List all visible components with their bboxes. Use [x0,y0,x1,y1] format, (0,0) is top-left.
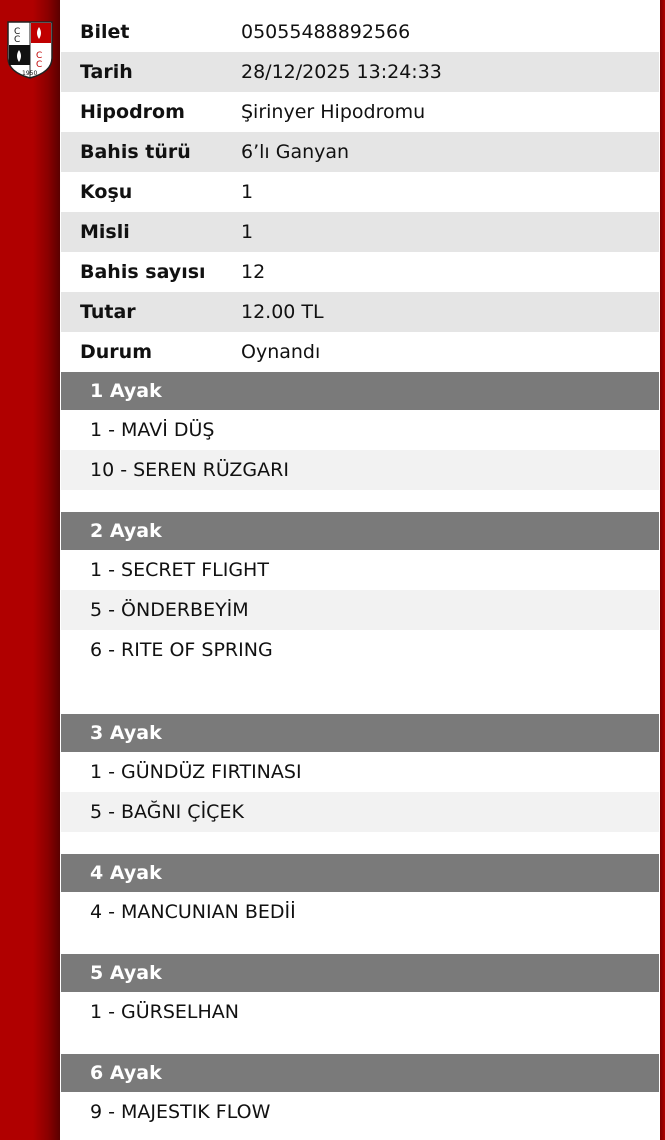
leg-section [61,512,659,714]
leg-header: 6 Ayak [61,1054,659,1092]
ticket-info-table [61,12,659,372]
ticket-row [61,52,659,92]
ticket-row-value: 12 [241,261,266,283]
ticket-row [61,172,659,212]
ticket-row-label: Tutar [80,301,136,323]
left-decorative-bar [0,0,60,1140]
ticket-row [61,292,659,332]
ticket-row-value: 05055488892566 [241,21,411,43]
horse-row: 9 - MAJESTIK FLOW [90,1101,271,1123]
svg-text:C: C [14,27,21,37]
ticket-row-label: Misli [80,221,130,243]
ticket-row [61,92,659,132]
ticket-row-label: Bahis sayısı [80,261,206,283]
ticket-row [61,12,659,52]
right-decorative-bar [660,0,665,1140]
horse-row: 5 - BAĞNI ÇİÇEK [61,792,659,832]
svg-text:1950: 1950 [22,70,38,77]
ticket-row-label: Koşu [80,181,133,203]
leg-section [61,714,659,854]
horse-row: 6 - RITE OF SPRING [90,639,273,661]
leg-header: 2 Ayak [61,512,659,550]
leg-section [61,1054,659,1132]
ticket-row-value: 1 [241,181,254,203]
ticket-row-value: 6’lı Ganyan [241,141,350,163]
ticket-row [61,252,659,292]
ticket-row-value: 1 [241,221,254,243]
ticket-content [61,12,659,1132]
horse-row: 1 - GÜNDÜZ FIRTINASI [90,761,302,783]
horse-row: 10 - SEREN RÜZGARI [61,450,659,490]
ticket-row [61,132,659,172]
ticket-row-label: Hipodrom [80,101,185,123]
horse-row: 5 - ÖNDERBEYİM [61,590,659,630]
ticket-row [61,212,659,252]
ticket-row-label: Bilet [80,21,130,43]
horse-row: 1 - GÜRSELHAN [90,1001,240,1023]
ticket-row-value: Şirinyer Hipodromu [241,101,426,123]
leg-section [61,954,659,1054]
horse-row: 1 - MAVİ DÜŞ [90,419,215,441]
legs-list [61,372,659,1132]
svg-text:C: C [36,60,43,70]
ticket-row-value: 12.00 TL [241,301,324,323]
svg-text:C: C [36,51,43,61]
leg-header: 5 Ayak [61,954,659,992]
club-logo-icon [5,20,55,80]
ticket-row-value: 28/12/2025 13:24:33 [241,61,442,83]
leg-header: 3 Ayak [61,714,659,752]
leg-header: 4 Ayak [61,854,659,892]
ticket-row [61,332,659,372]
horse-row: 1 - SECRET FLIGHT [90,559,269,581]
leg-section [61,372,659,512]
leg-header: 1 Ayak [61,372,659,410]
ticket-row-value: Oynandı [241,341,321,363]
ticket-row-label: Durum [80,341,152,363]
leg-section [61,854,659,954]
ticket-row-label: Bahis türü [80,141,191,163]
svg-text:C: C [14,35,21,45]
ticket-row-label: Tarih [80,61,133,83]
horse-row: 4 - MANCUNIAN BEDİİ [90,901,296,923]
